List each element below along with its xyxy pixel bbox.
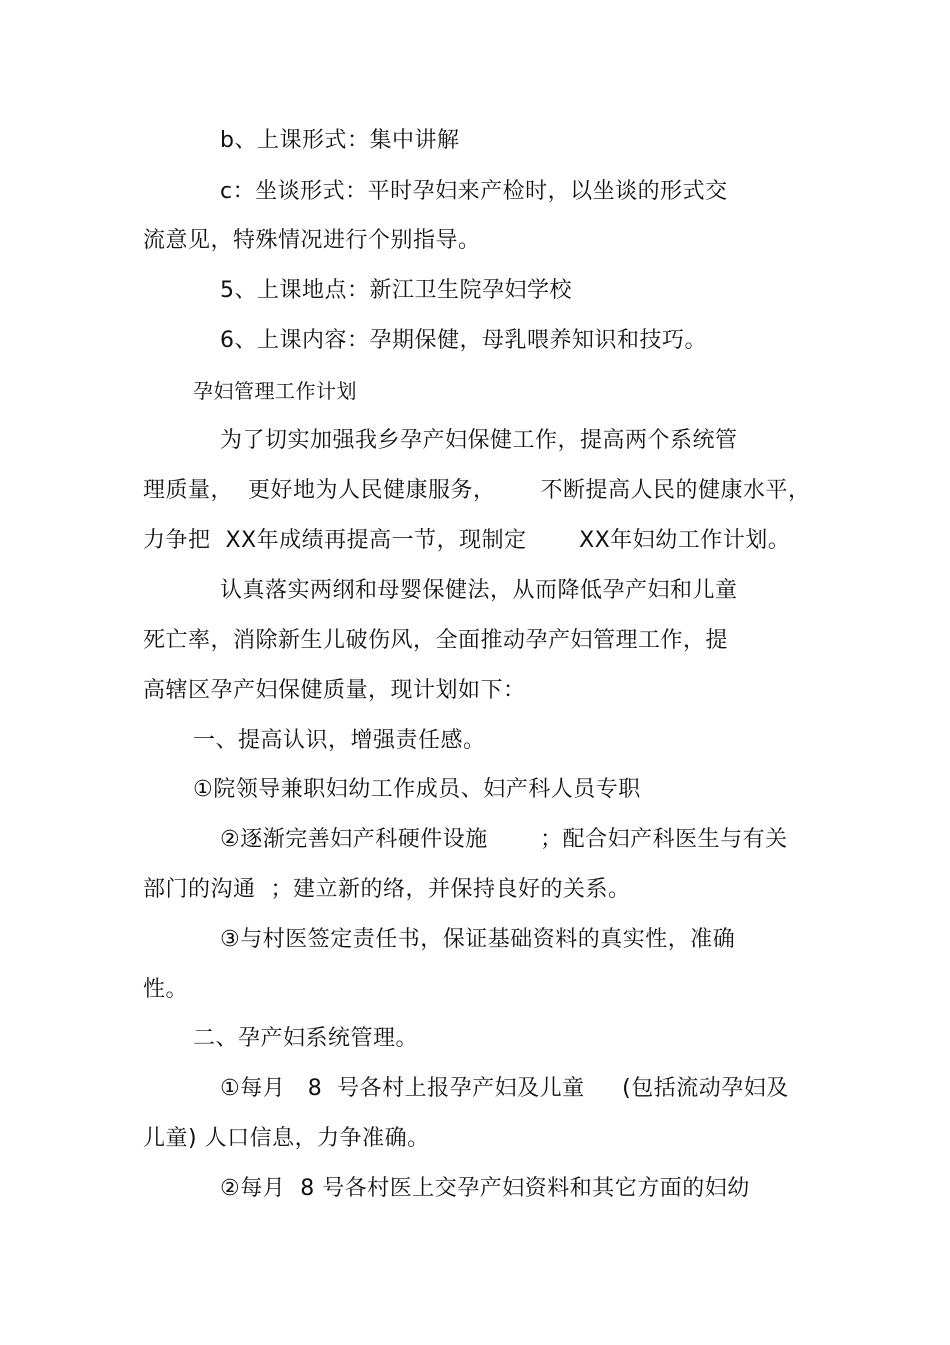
text-line-4: 5、上课地点：新江卫生院孕妇学校	[220, 278, 572, 303]
text-line-10: 认真落实两纲和母婴保健法，从而降低孕产妇和儿童	[220, 578, 738, 603]
text-line-17: ③与村医签定责任书，保证基础资料的真实性，准确	[220, 927, 736, 952]
text-line-13: 一、提高认识，增强责任感。	[193, 728, 486, 753]
section-title: 孕妇管理工作计划	[193, 379, 357, 403]
text-line-11: 死亡率，消除新生儿破伤风，全面推动孕产妇管理工作，提	[143, 628, 729, 653]
text-line-2: c：坐谈形式：平时孕妇来产检时，以坐谈的形式交	[220, 179, 728, 204]
text-line-16: 部门的沟通 ；建立新的络，并保持良好的关系。	[143, 877, 631, 902]
text-line-8: 理质量， 更好地为人民健康服务， 不断提高人民的健康水平，	[143, 478, 811, 503]
text-line-9: 力争把 XX年成绩再提高一节，现制定 XX年妇幼工作计划。	[143, 528, 791, 553]
text-line-21: 儿童) 人口信息，力争准确。	[143, 1126, 430, 1151]
text-line-15: ②逐渐完善妇产科硬件设施 ；配合妇产科医生与有关	[220, 827, 788, 852]
text-line-1: b、上课形式：集中讲解	[220, 128, 460, 153]
text-line-14: ①院领导兼职妇幼工作成员、妇产科人员专职	[193, 777, 641, 802]
text-line-3: 流意见，特殊情况进行个别指导。	[143, 228, 481, 253]
text-line-5: 6、上课内容：孕期保健，母乳喂养知识和技巧。	[220, 328, 707, 353]
text-line-12: 高辖区孕产妇保健质量，现计划如下：	[143, 678, 526, 703]
text-line-18: 性。	[143, 977, 189, 1002]
text-line-22: ②每月 8 号各村医上交孕产妇资料和其它方面的妇幼	[220, 1176, 750, 1201]
text-line-20: ①每月 8 号各村上报孕产妇及儿童 (包括流动孕妇及	[220, 1076, 789, 1101]
text-line-19: 二、孕产妇系统管理。	[193, 1026, 419, 1051]
text-line-7: 为了切实加强我乡孕产妇保健工作，提高两个系统管	[220, 428, 738, 453]
